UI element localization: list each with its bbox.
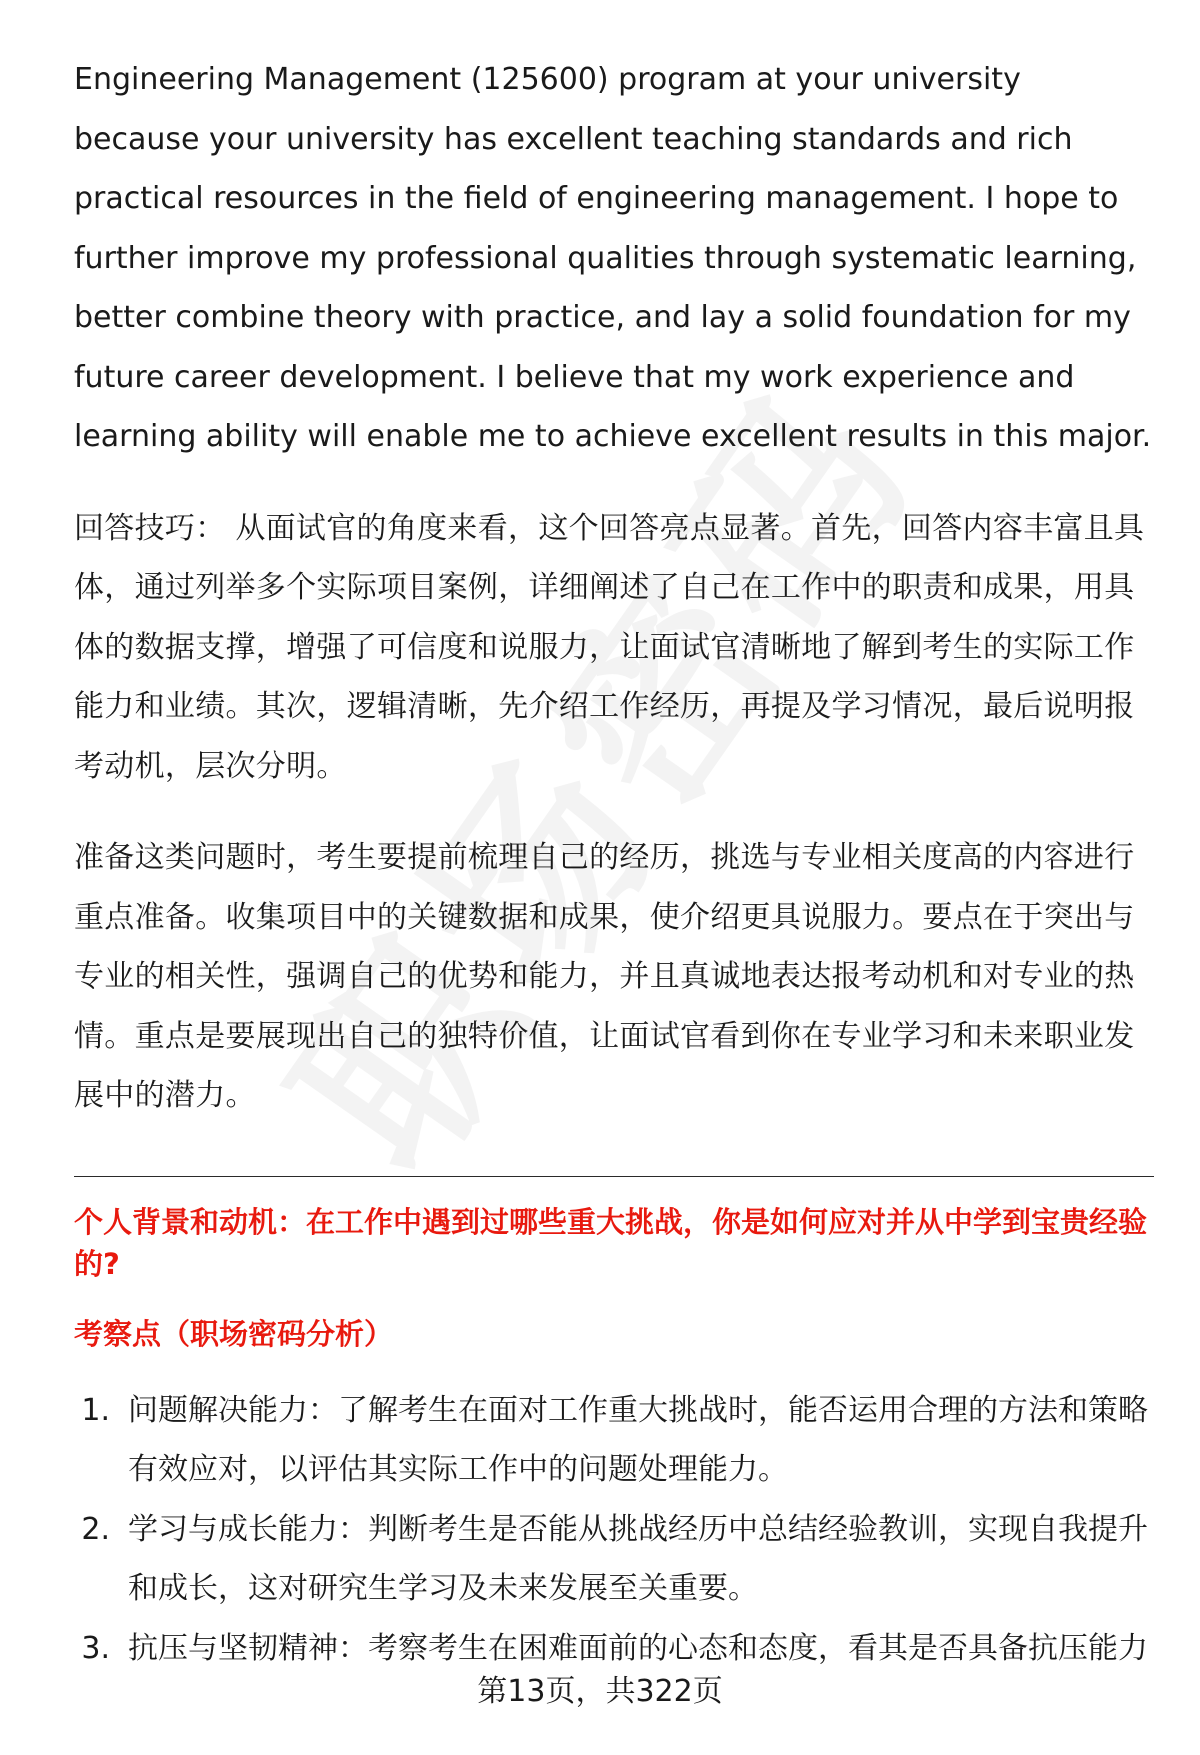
tips-paragraph: 回答技巧： 从面试官的角度来看，这个回答亮点显著。首先，回答内容丰富且具体，通过列举多个实际项目案例，详细阐述了自己在工作中的职责和成果，用具体的数据支撑，增强了可信度和说服力，让面试官清晰地了解到考生的实际工作能力和业绩。其次，逻辑清晰，先介绍工作经历，再提及学习情况，最后说明报考动机，层次分明。	[74, 510, 1145, 784]
section-divider	[74, 1176, 1154, 1177]
list-item	[74, 1619, 1154, 1679]
prep-paragraph: 准备这类问题时，考生要提前梳理自己的经历，挑选与专业相关度高的内容进行重点准备。收集项目中的关键数据和成果，使介绍更具说服力。要点在于突出与专业的相关性，强调自己的优势和能力，并且真诚地表达报考动机和对专业的热情。重点是要展现出自己的独特价值，让面试官看到你在专业学习和未来职业发展中的潜力。	[74, 840, 1135, 1113]
list-item-number: 2.	[81, 1511, 110, 1547]
section-title: 考察点（职场密码分析）	[74, 1316, 394, 1351]
list-item	[74, 1500, 1154, 1619]
list-item-number: 1.	[81, 1392, 110, 1428]
list-item-text: 抗压与坚韧精神：考察考生在困难面前的心态和态度，看其是否具备抗压能力	[128, 1630, 1148, 1666]
question-heading: 个人背景和动机：在工作中遇到过哪些重大挑战，你是如何应对并从中学到宝贵经验的?	[74, 1204, 1148, 1281]
list-item-number: 3.	[81, 1630, 110, 1666]
list-item-text: 学习与成长能力：判断考生是否能从挑战经历中总结经验教训，实现自我提升和成长，这对研究生学习及未来发展至关重要。	[128, 1511, 1148, 1606]
page-footer: 第13页，共322页	[477, 1674, 723, 1709]
page-content	[74, 50, 1154, 1678]
list-item-text: 问题解决能力：了解考生在面对工作重大挑战时，能否运用合理的方法和策略有效应对，以评估其实际工作中的问题处理能力。	[128, 1392, 1148, 1487]
list-item	[74, 1381, 1154, 1500]
evaluation-points-list	[74, 1381, 1154, 1679]
intro-paragraph: Engineering Management (125600) program at your university because your university has excellent teaching standards and rich practical resources in the field of engineering management. I hope to further improve my professional qualities through systematic learning, better combine theory with practice, and lay a solid foundation for my future career development. I believe that my work experience and learning ability will enable me to achieve excellent results in this major.	[74, 62, 1152, 454]
